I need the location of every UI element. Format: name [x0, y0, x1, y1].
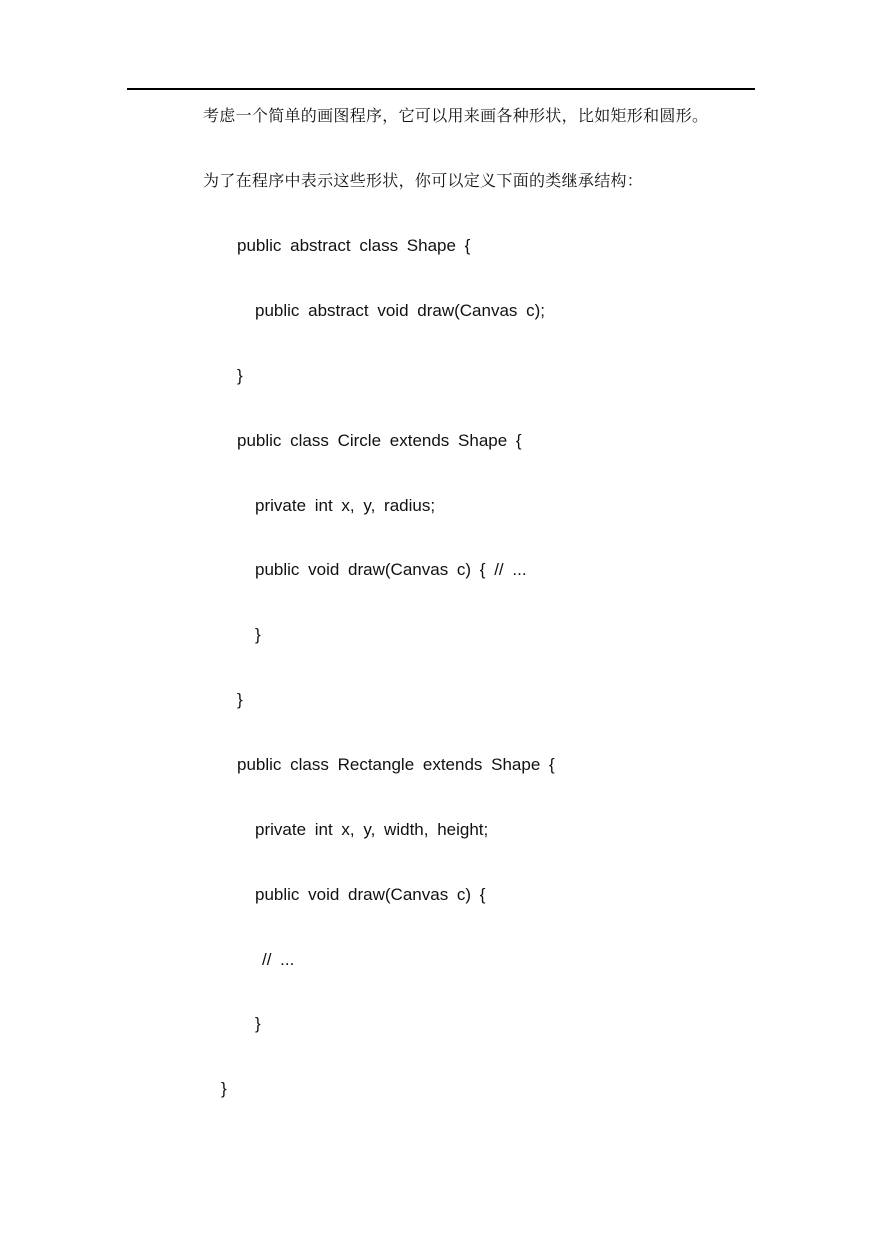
code-line: // ... — [262, 950, 295, 969]
code-line: public abstract void draw(Canvas c); — [255, 301, 546, 320]
code-line: public class Rectangle extends Shape { — [237, 755, 555, 774]
header-rule — [127, 88, 755, 90]
code-line: } — [255, 625, 261, 644]
code-line: } — [255, 1014, 261, 1033]
code-line: } — [237, 366, 243, 385]
code-line: public class Circle extends Shape { — [237, 431, 522, 450]
code-line: private int x, y, width, height; — [255, 820, 489, 839]
code-line: public void draw(Canvas c) { // ... — [255, 560, 527, 579]
code-line: } — [237, 690, 243, 709]
paragraph-intro: 考虑一个简单的画图程序，它可以用来画各种形状，比如矩形和圆形。 — [203, 106, 709, 125]
code-line: private int x, y, radius; — [255, 496, 436, 515]
code-line: } — [221, 1079, 227, 1098]
paragraph-class-hierarchy: 为了在程序中表示这些形状，你可以定义下面的类继承结构： — [203, 171, 644, 190]
code-line: public abstract class Shape { — [237, 236, 471, 255]
code-line: public void draw(Canvas c) { — [255, 885, 486, 904]
